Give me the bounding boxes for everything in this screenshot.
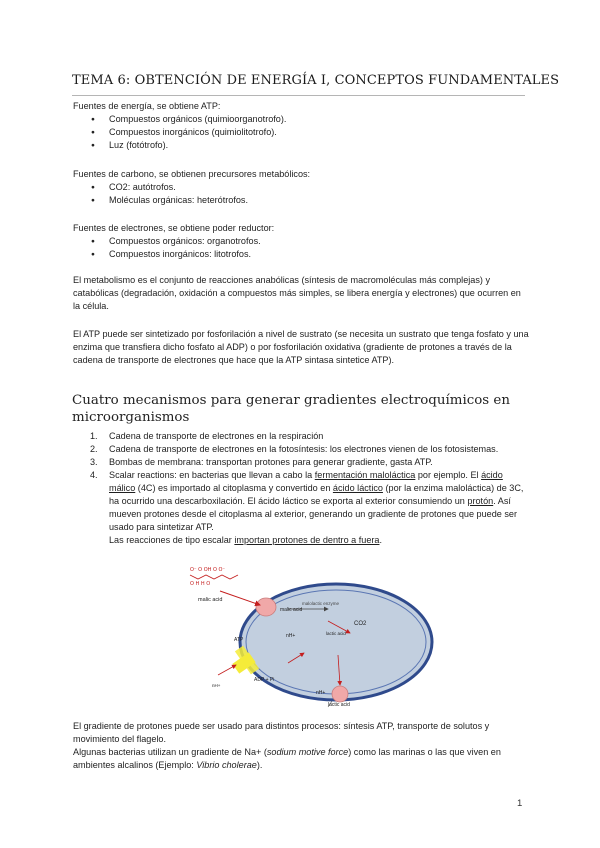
list-item: ● Compuestos orgánicos (quimioorganotrofo).	[73, 113, 529, 126]
lactate-transporter	[332, 686, 348, 702]
energy-sources-section	[73, 100, 529, 152]
malic-acid-outside-label: malic acid	[198, 597, 223, 603]
closing-section	[73, 720, 529, 772]
metabolism-paragraph: El metabolismo es el conjunto de reacciones anabólicas (síntesis de macromoléculas más complejas) y catabólicas (degradación, oxidación a compuestos más simples, se libera energía y electrones) que ocurren en la célula.	[73, 275, 521, 311]
electrons-list	[73, 235, 529, 261]
malolactic-fermentation-figure	[176, 563, 436, 708]
page-title: TEMA 6: OBTENCIÓN DE ENERGÍA I, CONCEPTOS FUNDAMENTALES	[72, 73, 560, 88]
list-item: ● Moléculas orgánicas: heterótrofos.	[73, 194, 529, 207]
proton-out-label: nH+	[316, 690, 326, 696]
energy-intro: Fuentes de energía, se obtiene ATP:	[73, 101, 221, 111]
mechanisms-list	[73, 430, 529, 547]
list-item: ● Compuestos inorgánicos (quimiolitotrofo).	[73, 126, 529, 139]
malic-acid-structure	[190, 567, 238, 587]
underlined-term: ácido láctico	[332, 483, 383, 493]
title-divider	[72, 95, 525, 96]
underlined-term: importan protones de dentro a fuera	[234, 535, 380, 545]
lactic-acid-outside-label: lactic acid	[328, 702, 350, 708]
carbon-intro: Fuentes de carbono, se obtienen precursores metabólicos:	[73, 169, 311, 179]
list-item: ● Luz (fotótrofo).	[73, 139, 529, 152]
list-item: 3. Bombas de membrana: transportan protones para generar gradiente, gasta ATP.	[90, 457, 433, 467]
co2-label: CO2	[354, 621, 367, 627]
svg-text:O⁻ O OH O O⁻: O⁻ O OH O O⁻	[190, 567, 226, 573]
list-item: ● CO2: autótrofos.	[73, 181, 529, 194]
list-item: 1. Cadena de transporte de electrones en la respiración	[90, 431, 324, 441]
proton-in-arrow	[218, 665, 236, 675]
atp-label: ATP	[234, 637, 244, 643]
malic-acid-inside-label: malic acid	[280, 607, 303, 613]
lactic-acid-inside-label: lactic acid	[326, 631, 346, 636]
list-item: ● Compuestos orgánicos: organotrofos.	[73, 235, 529, 248]
page-number: 1	[517, 798, 523, 809]
underlined-term: fermentación maloláctica	[314, 470, 416, 480]
enzyme-label: malolactic enzyme	[302, 601, 340, 606]
energy-list	[73, 113, 529, 152]
underlined-term: ácido málico	[109, 470, 503, 493]
svg-text:O H H O: O H H O	[190, 581, 211, 587]
electrons-intro: Fuentes de electrones, se obtiene poder reductor:	[73, 223, 275, 233]
malate-transporter	[256, 598, 276, 616]
atp-paragraph: El ATP puede ser sintetizado por fosforilación a nivel de sustrato (se necesita un sustrato que tenga fosfato y una enzima que transfiera dicho fosfato al ADP) o por fosforilación oxidativa (gradiente de protones a través de la cadena de transporte de electrones que hace que la ATP sintasa sintetice ATP).	[73, 329, 529, 365]
list-item: ● Compuestos inorgánicos: litotrofos.	[73, 248, 529, 261]
proton-in-label: nH+	[212, 683, 221, 688]
underlined-term: protón	[467, 496, 494, 506]
carbon-list	[73, 181, 529, 207]
proton-label: nH+	[286, 633, 296, 639]
closing-paragraph-2: Algunas bacterias utilizan un gradiente de Na+ (sodium motive force) como las marinas o las que viven en ambientes alcalinos (Ejemplo: Vibrio cholerae).	[73, 747, 501, 770]
adp-label: ADP + Pi	[254, 677, 275, 683]
malate-uptake-arrow	[220, 591, 260, 605]
closing-paragraph-1: El gradiente de protones puede ser usado para distintos procesos: síntesis ATP, transporte de solutos y movimiento del flagelo.	[73, 721, 490, 744]
electron-sources-section	[73, 222, 529, 261]
carbon-sources-section	[73, 168, 529, 207]
section-heading: Cuatro mecanismos para generar gradientes electroquímicos en microorganismos	[72, 393, 510, 425]
list-item: 2. Cadena de transporte de electrones en la fotosíntesis: los electrones vienen de los fotosistemas.	[90, 444, 499, 454]
list-item: 4. Scalar reactions: en bacterias que llevan a cabo la fermentación maloláctica por ejemplo. El ácido málico (4C) es importado al citoplasma y convertido en ácido láctico (por la enzima maloláctica) de 3C, ha ocurrido una descarboxilación. El ácido láctico se exporta al exterior consumiendo un protón. Así mueven protones desde el citoplasma al exterior, generando un gradiente de protones que puede ser usado para sintetizar ATP. Las reacciones de tipo escalar importan protones de dentro a fuera.	[90, 470, 524, 545]
